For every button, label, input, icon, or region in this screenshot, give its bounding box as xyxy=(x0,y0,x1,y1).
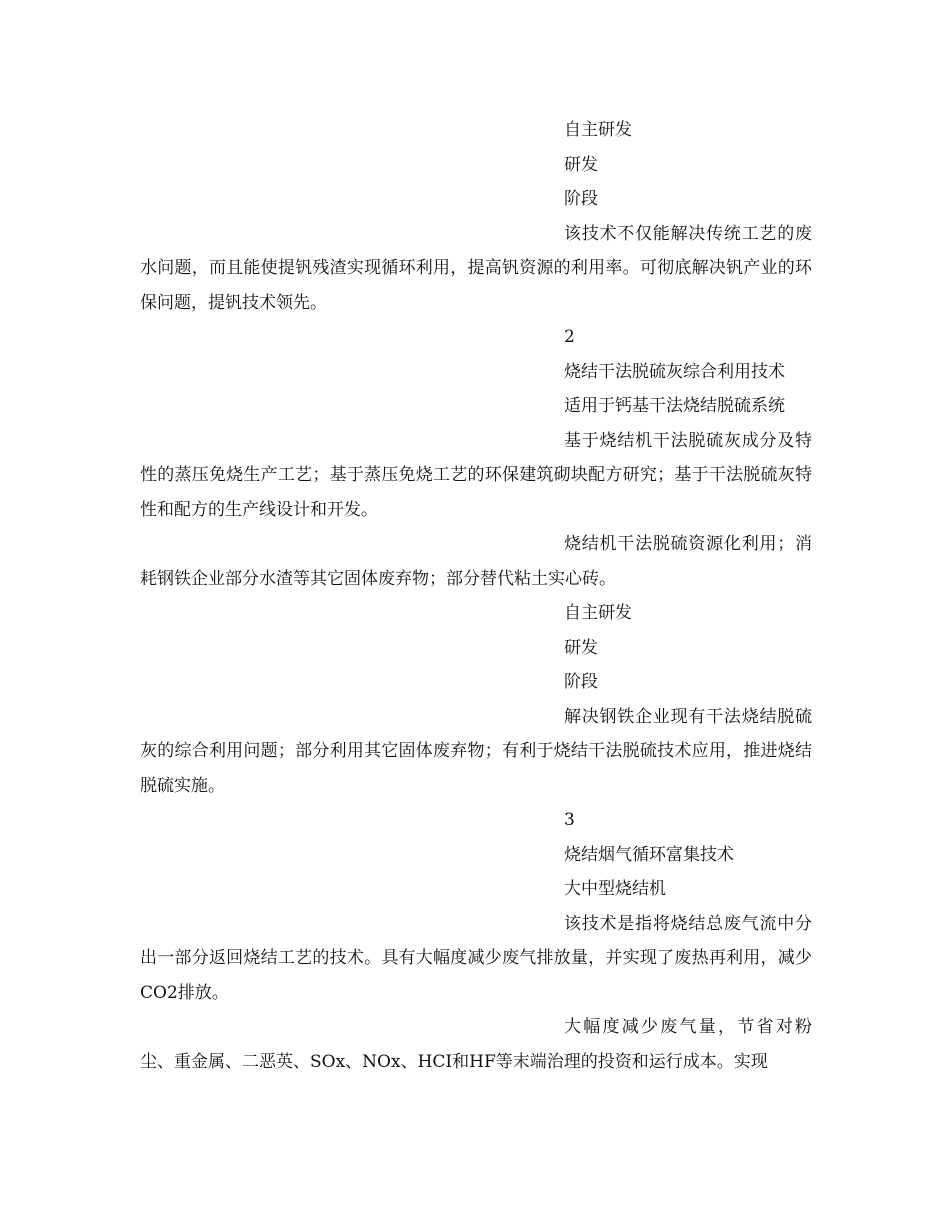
paragraph: 大幅度减少废气量，节省对粉尘、重金属、二恶英、SOx、NOx、HCI和HF等末端治理的投资和运行成本。实现 xyxy=(140,1017,812,1072)
paragraph: 适用于钙基干法烧结脱硫系统 xyxy=(564,396,785,416)
item-title: 烧结干法脱硫灰综合利用技术 xyxy=(564,361,785,382)
item-number: 2 xyxy=(564,327,575,347)
paragraph: 该技术是指将烧结总废气流中分出一部分返回烧结工艺的技术。具有大幅度减少废气排放量，并实现了废热再利用，减少CO2排放。 xyxy=(140,913,812,1003)
paragraph: 自主研发 xyxy=(564,603,632,623)
paragraph: 解决钢铁企业现有干法烧结脱硫灰的综合利用问题；部分利用其它固体废弃物；有利于烧结干法脱硫技术应用，推进烧结脱硫实施。 xyxy=(140,706,812,796)
paragraph: 基于烧结机干法脱硫灰成分及特性的蒸压免烧生产工艺；基于蒸压免烧工艺的环保建筑砌块配方研究；基于干法脱硫灰特性和配方的生产线设计和开发。 xyxy=(140,430,812,520)
paragraph: 阶段 xyxy=(564,672,598,692)
paragraph: 烧结机干法脱硫资源化利用；消耗钢铁企业部分水渣等其它固体废弃物；部分替代粘土实心砖。 xyxy=(140,534,812,589)
paragraph: 大中型烧结机 xyxy=(564,879,666,899)
paragraph: 该技术不仅能解决传统工艺的废水问题，而且能使提钒残渣实现循环利用，提高钒资源的利用率。可彻底解决钒产业的环保问题，提钒技术领先。 xyxy=(140,223,812,313)
paragraph: 自主研发 xyxy=(564,120,632,140)
item-number: 3 xyxy=(564,810,575,830)
item-title: 烧结烟气循环富集技术 xyxy=(564,844,734,865)
document-body xyxy=(140,113,812,1079)
paragraph: 研发 xyxy=(564,154,598,175)
paragraph: 阶段 xyxy=(564,189,598,209)
paragraph: 研发 xyxy=(564,637,598,658)
